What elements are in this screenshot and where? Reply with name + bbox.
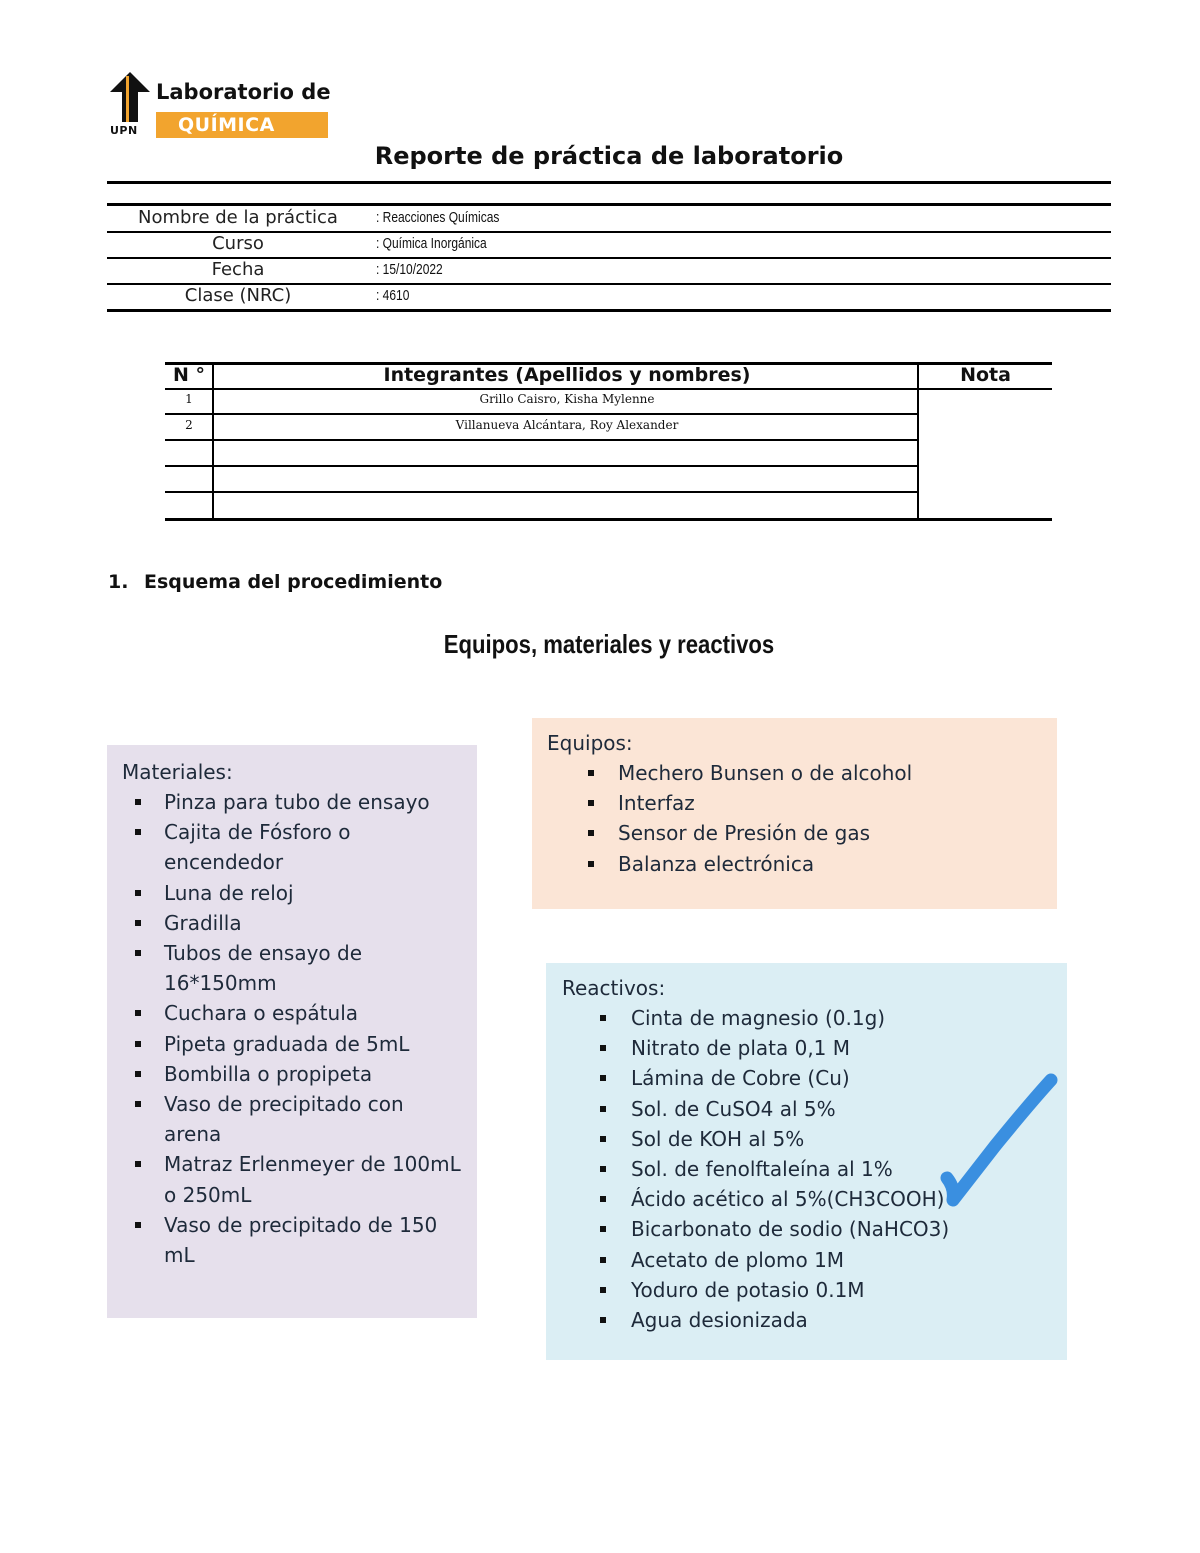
list-item: Tubos de ensayo de 16*150mm (122, 938, 477, 998)
bullet-icon (600, 1317, 606, 1323)
member-num: 2 (185, 418, 193, 432)
bullet-icon (600, 1045, 606, 1051)
list-item: Cinta de magnesio (0.1g) (562, 1003, 1067, 1033)
info-bottom-rule (107, 309, 1111, 312)
list-item: Acetato de plomo 1M (562, 1245, 1067, 1275)
bullet-icon (135, 1041, 141, 1047)
member-num: 1 (185, 392, 193, 406)
bullet-icon (600, 1287, 606, 1293)
bullet-icon (600, 1166, 606, 1172)
list-item: Interfaz (547, 788, 1057, 818)
bullet-icon (588, 830, 594, 836)
list-item: Pipeta graduada de 5mL (122, 1029, 477, 1059)
bullet-icon (135, 1161, 141, 1167)
equipos-title: Equipos: (547, 731, 633, 755)
bullet-icon (135, 1222, 141, 1228)
info-value: : 15/10/2022 (376, 261, 443, 278)
list-item: Lámina de Cobre (Cu) (562, 1063, 1067, 1093)
member-name: Villanueva Alcántara, Roy Alexander (455, 418, 679, 432)
info-label: Curso (212, 233, 264, 254)
bullet-icon (135, 829, 141, 835)
bullet-icon (600, 1106, 606, 1112)
list-item: Sol. de CuSO4 al 5% (562, 1094, 1067, 1124)
list-item: Vaso de precipitado con arena (122, 1089, 477, 1149)
table-rule (165, 413, 919, 415)
logo-mark-text: UPN (110, 124, 138, 137)
list-item: Ácido acético al 5%(CH3COOH) (562, 1184, 1067, 1214)
column-header-name: Integrantes (Apellidos y nombres) (383, 364, 751, 386)
equipment-title: Equipos, materiales y reactivos (443, 629, 775, 659)
bullet-icon (135, 1010, 141, 1016)
list-item: Yoduro de potasio 0.1M (562, 1275, 1067, 1305)
list-item: Agua desionizada (562, 1305, 1067, 1335)
info-value: : Química Inorgánica (376, 235, 487, 252)
report-title: Reporte de práctica de laboratorio (374, 142, 844, 170)
list-item: Nitrato de plata 0,1 M (562, 1033, 1067, 1063)
list-item: Vaso de precipitado de 150 mL (122, 1210, 477, 1270)
info-label: Nombre de la práctica (138, 207, 338, 228)
bullet-icon (135, 890, 141, 896)
bullet-icon (588, 770, 594, 776)
bullet-icon (600, 1075, 606, 1081)
table-rule (165, 491, 919, 493)
list-item: Matraz Erlenmeyer de 100mL o 250mL (122, 1149, 477, 1209)
list-item: Gradilla (122, 908, 477, 938)
list-item: Cuchara o espátula (122, 998, 477, 1028)
list-item: Cajita de Fósforo o encendedor (122, 817, 477, 877)
bullet-icon (600, 1196, 606, 1202)
title-rule (107, 181, 1111, 184)
materiales-title: Materiales: (122, 760, 233, 784)
bullet-icon (588, 861, 594, 867)
bullet-icon (135, 1071, 141, 1077)
list-item: Pinza para tubo de ensayo (122, 787, 477, 817)
logo-line1: Laboratorio de (156, 80, 331, 104)
bullet-icon (600, 1226, 606, 1232)
info-value: : Reacciones Químicas (376, 209, 500, 226)
bullet-icon (600, 1015, 606, 1021)
info-value: : 4610 (376, 287, 410, 304)
reactivos-title: Reactivos: (562, 976, 666, 1000)
bullet-icon (588, 800, 594, 806)
info-label: Clase (NRC) (184, 285, 292, 306)
list-item: Mechero Bunsen o de alcohol (547, 758, 1057, 788)
list-item: Bicarbonato de sodio (NaHCO3) (562, 1214, 1067, 1244)
bullet-icon (135, 799, 141, 805)
materiales-box (107, 745, 477, 1318)
list-item: Luna de reloj (122, 878, 477, 908)
info-label: Fecha (211, 259, 265, 280)
bullet-icon (135, 1101, 141, 1107)
logo-line2: QUÍMICA (178, 114, 275, 136)
member-name: Grillo Caisro, Kisha Mylenne (479, 392, 655, 406)
members-table (165, 362, 1052, 522)
list-item: Sol. de fenolftaleína al 1% (562, 1154, 1067, 1184)
bullet-icon (135, 950, 141, 956)
bullet-icon (600, 1136, 606, 1142)
list-item: Sol de KOH al 5% (562, 1124, 1067, 1154)
list-item: Balanza electrónica (547, 849, 1057, 879)
table-rule (165, 465, 919, 467)
list-item: Bombilla o propipeta (122, 1059, 477, 1089)
checkmark-icon (935, 1068, 1065, 1213)
equipos-box (532, 718, 1057, 909)
section-heading (108, 571, 442, 593)
table-rule (165, 439, 919, 441)
bullet-icon (135, 920, 141, 926)
list-item: Sensor de Presión de gas (547, 818, 1057, 848)
section-title: Esquema del procedimiento (144, 571, 443, 593)
section-number: 1. (108, 571, 129, 593)
lab-logo (108, 70, 330, 140)
column-header-num: N ° (172, 364, 206, 386)
bullet-icon (600, 1257, 606, 1263)
info-top-rule (107, 203, 1111, 206)
column-header-grade: Nota (960, 364, 1011, 386)
